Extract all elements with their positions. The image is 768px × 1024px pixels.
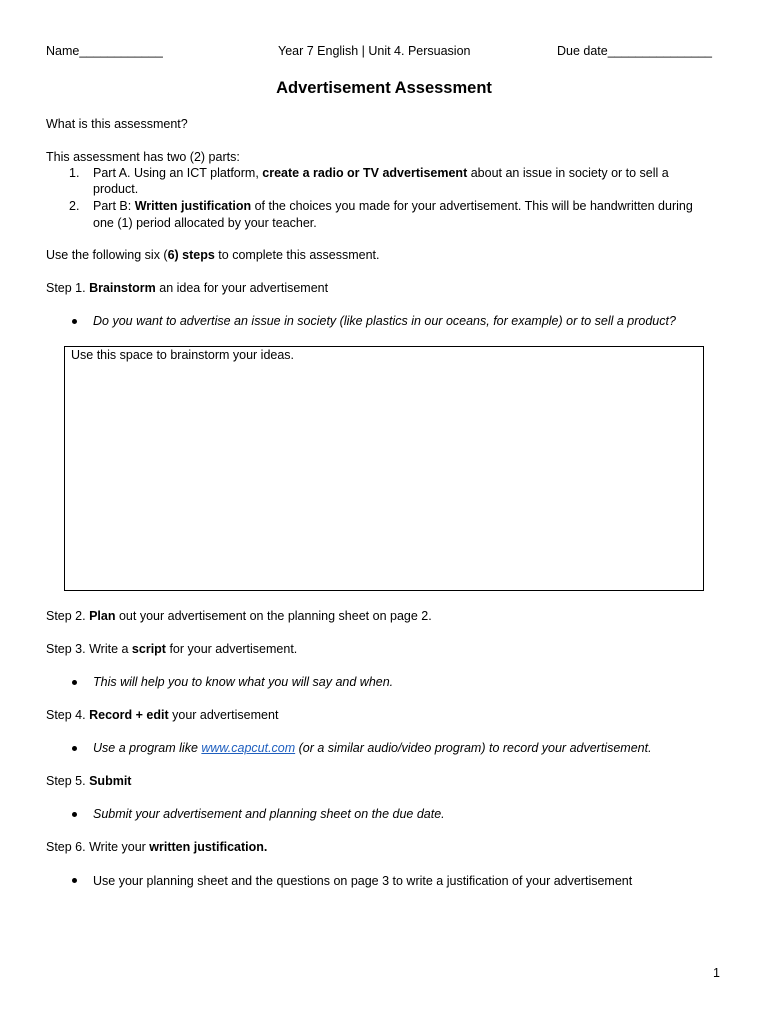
bullet-dot	[72, 680, 77, 685]
due-date-field-label: Due date_______________	[557, 44, 713, 58]
brainstorm-box[interactable]	[64, 346, 704, 591]
steps-intro: Use the following six (6) steps to complete this assessment.	[46, 248, 380, 262]
step-4-bullet: Use a program like www.capcut.com (or a similar audio/video program) to record your advertisement.	[93, 741, 652, 755]
part-b-text: Part B: Written justification of the choices you made for your advertisement. This will be handwritten during	[93, 199, 693, 213]
step-5-heading: Step 5. Submit	[46, 774, 132, 788]
step-2-heading: Step 2. Plan out your advertisement on the planning sheet on page 2.	[46, 609, 432, 623]
part-number: 2.	[69, 199, 80, 213]
step-5-bullet: Submit your advertisement and planning sheet on the due date.	[93, 807, 445, 821]
part-a-text: Part A. Using an ICT platform, create a radio or TV advertisement about an issue in society or to sell a	[93, 166, 669, 180]
bullet-dot	[72, 878, 77, 883]
step-3-bullet: This will help you to know what you will say and when.	[93, 675, 394, 689]
capcut-link[interactable]: www.capcut.com	[201, 741, 296, 755]
part-b-text-cont: one (1) period allocated by your teacher.	[93, 216, 317, 230]
bullet-dot	[72, 812, 77, 817]
page-title: Advertisement Assessment	[276, 79, 492, 97]
step-4-heading: Step 4. Record + edit your advertisement	[46, 708, 279, 722]
parts-intro: This assessment has two (2) parts:	[46, 150, 240, 164]
bullet-dot	[72, 746, 77, 751]
page-number: 1	[713, 966, 720, 980]
step-6-heading: Step 6. Write your written justification.	[46, 840, 268, 854]
bullet-dot	[72, 319, 77, 324]
course-title: Year 7 English | Unit 4. Persuasion	[278, 44, 471, 58]
part-number: 1.	[69, 166, 80, 180]
step-1-bullet: Do you want to advertise an issue in society (like plastics in our oceans, for example) or to sell a product?	[93, 314, 676, 328]
step-6-bullet: Use your planning sheet and the questions on page 3 to write a justification of your advertisement	[93, 874, 633, 888]
step-1-heading: Step 1. Brainstorm an idea for your advertisement	[46, 281, 329, 295]
name-field-label: Name____________	[46, 44, 163, 58]
part-a-text-cont: product.	[93, 182, 139, 196]
intro-question: What is this assessment?	[46, 117, 188, 131]
brainstorm-prompt: Use this space to brainstorm your ideas.	[71, 348, 295, 362]
step-3-heading: Step 3. Write a script for your advertisement.	[46, 642, 298, 656]
